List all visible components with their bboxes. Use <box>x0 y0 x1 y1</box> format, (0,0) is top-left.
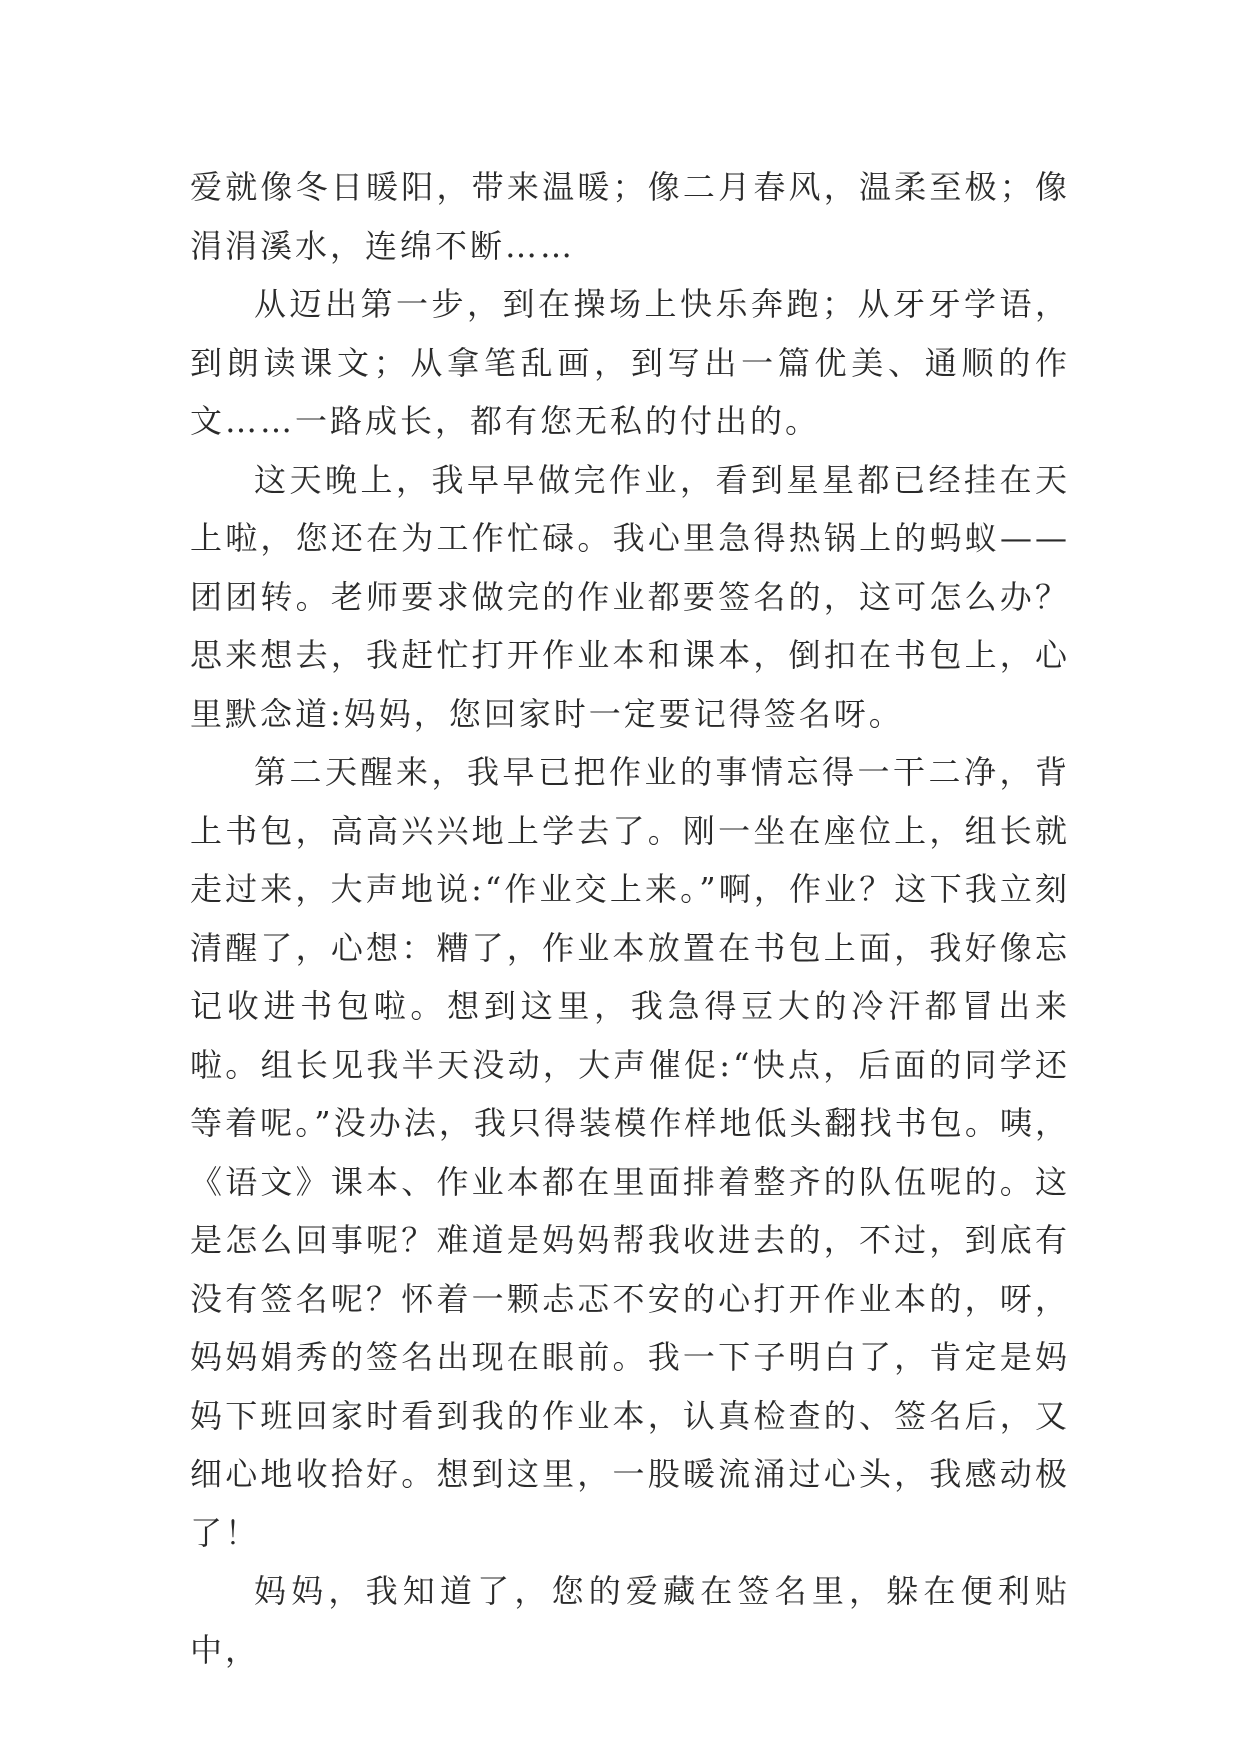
essay-body <box>190 158 1070 1679</box>
paragraph-2: 从迈出第一步，到在操场上快乐奔跑；从牙牙学语，到朗读课文；从拿笔乱画，到写出一篇优美、通顺的作文……一路成长，都有您无私的付出的。 <box>190 285 1070 440</box>
paragraph-5: 妈妈，我知道了，您的爱藏在签名里，躲在便利贴中， <box>190 1572 1070 1669</box>
paragraph-1: 爱就像冬日暖阳，带来温暖；像二月春风，温柔至极；像涓涓溪水，连绵不断…… <box>190 168 1070 265</box>
paragraph-4: 第二天醒来，我早已把作业的事情忘得一干二净，背上书包，高高兴兴地上学去了。刚一坐在座位上，组长就走过来，大声地说:“作业交上来。”啊，作业？这下我立刻清醒了，心想：糟了，作业本放置在书包上面，我好像忘记收进书包啦。想到这里，我急得豆大的冷汗都冒出来啦。组长见我半天没动，大声催促:“快点，后面的同学还等着呢。”没办法，我只得装模作样地低头翻找书包。咦，《语文》课本、作业本都在里面排着整齐的队伍呢的。这是怎么回事呢？难道是妈妈帮我收进去的，不过，到底有没有签名呢？怀着一颗忐忑不安的心打开作业本的，呀，妈妈娟秀的签名出现在眼前。我一下子明白了，肯定是妈妈下班回家时看到我的作业本，认真检查的、签名后，又细心地收拾好。想到这里，一股暖流涌过心头，我感动极了！ <box>190 753 1070 1552</box>
paragraph-3: 这天晚上，我早早做完作业，看到星星都已经挂在天上啦，您还在为工作忙碌。我心里急得热锅上的蚂蚁——团团转。老师要求做完的作业都要签名的，这可怎么办？思来想去，我赶忙打开作业本和课本，倒扣在书包上，心里默念道:妈妈，您回家时一定要记得签名呀。 <box>190 460 1070 733</box>
